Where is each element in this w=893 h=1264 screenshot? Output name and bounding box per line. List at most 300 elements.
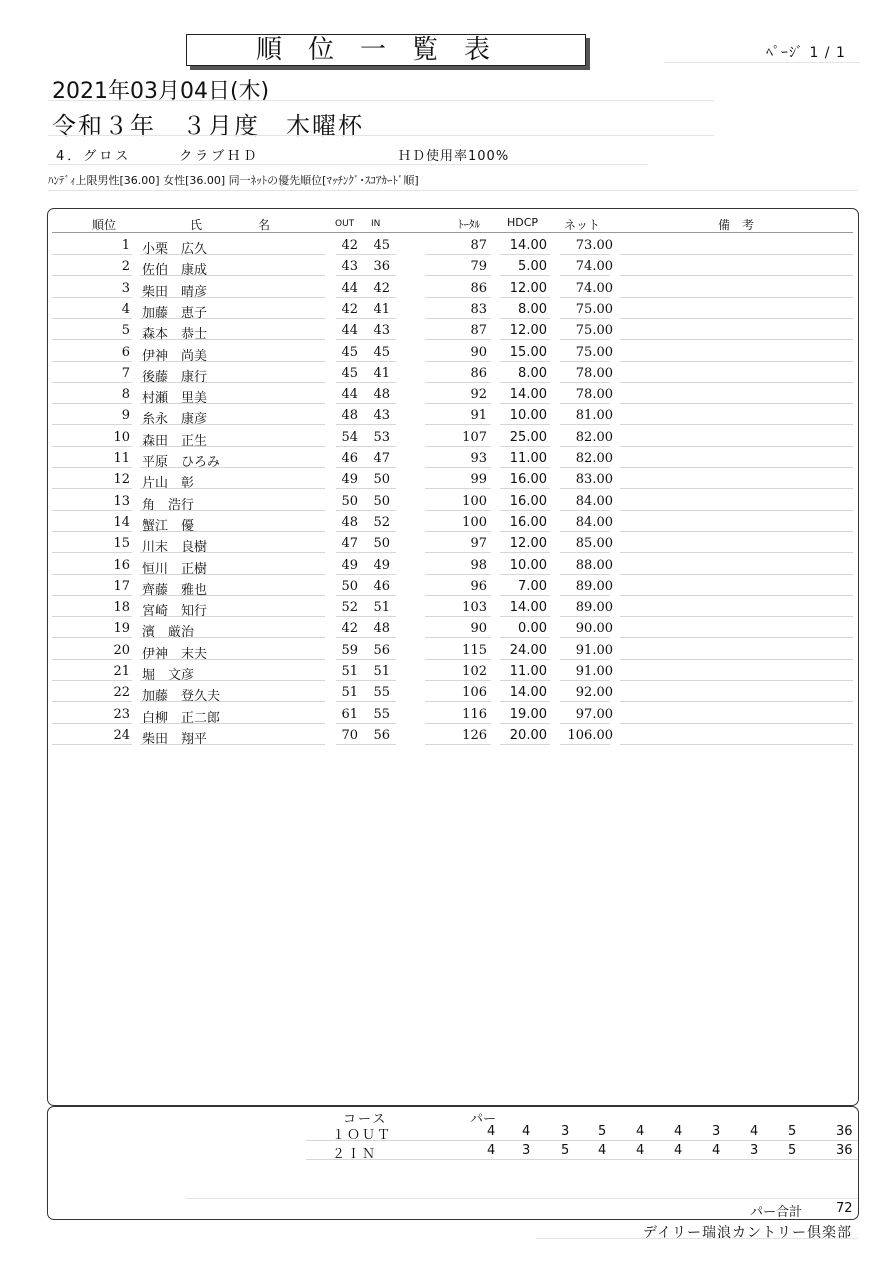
out-cell: 48: [341, 408, 358, 424]
hdcp-cell: 0.00: [518, 621, 547, 637]
row-underline: [52, 488, 132, 489]
row-underline: [560, 574, 610, 575]
table-row: [0, 533, 893, 554]
row-underline: [620, 531, 853, 532]
col-header-hdcp: HDCP: [507, 216, 539, 229]
row-underline: [560, 382, 610, 383]
in-cell: 53: [373, 429, 390, 445]
net-cell: 73.00: [575, 238, 613, 253]
row-underline: [52, 254, 132, 255]
row-underline: [500, 382, 550, 383]
date-underline: [48, 100, 714, 101]
out-cell: 42: [341, 301, 358, 317]
row-underline: [425, 744, 491, 745]
col-header-net: ネット: [564, 218, 601, 232]
row-underline: [52, 275, 132, 276]
row-underline: [140, 701, 325, 702]
rank-cell: 3: [121, 280, 130, 296]
row-underline: [140, 446, 325, 447]
row-underline: [500, 297, 550, 298]
rank-cell: 4: [121, 301, 130, 317]
row-underline: [140, 275, 325, 276]
table-row: [0, 427, 893, 448]
row-underline: [560, 297, 610, 298]
out-cell: 49: [341, 557, 358, 573]
row-underline: [140, 531, 325, 532]
total-cell: 103: [462, 600, 487, 616]
rank-cell: 8: [121, 387, 130, 403]
net-cell: 92.00: [575, 685, 613, 701]
in-cell: 52: [373, 514, 390, 530]
total-cell: 106: [462, 685, 487, 701]
hole-par: 4: [522, 1124, 531, 1139]
row-underline: [425, 424, 491, 425]
total-cell: 102: [462, 664, 487, 679]
total-cell: 79: [470, 259, 487, 275]
hdcp-cell: 25.00: [509, 429, 547, 445]
row-underline: [52, 574, 132, 575]
row-underline: [560, 275, 610, 276]
rank-cell: 20: [113, 642, 130, 658]
row-underline: [560, 467, 610, 468]
in-cell: 42: [373, 280, 390, 296]
in-cell: 45: [373, 344, 390, 360]
rank-cell: 1: [121, 238, 130, 253]
table-row: [0, 512, 893, 533]
name-cell: 伊神 末夫: [142, 646, 208, 662]
course-underline: [186, 1198, 858, 1199]
row-underline: [500, 339, 550, 340]
net-cell: 91.00: [575, 642, 613, 658]
table-row: [0, 448, 893, 469]
table-row: [0, 618, 893, 639]
out-cell: 50: [341, 493, 358, 509]
table-row: [0, 491, 893, 512]
table-row: [0, 640, 893, 661]
row-underline: [425, 510, 491, 511]
in-cell: 49: [373, 557, 390, 573]
in-cell: 50: [373, 536, 390, 552]
hole-par: 5: [598, 1124, 607, 1139]
total-cell: 100: [462, 514, 487, 530]
rank-cell: 5: [121, 323, 130, 339]
row-underline: [336, 723, 396, 724]
table-row: [0, 555, 893, 576]
row-underline: [140, 382, 325, 383]
net-cell: 97.00: [575, 706, 613, 722]
net-cell: 89.00: [575, 600, 613, 616]
rank-cell: 23: [113, 706, 130, 722]
table-row: [0, 682, 893, 703]
hdcp-cell: 10.00: [509, 557, 547, 573]
row-underline: [336, 275, 396, 276]
out-cell: 52: [341, 600, 358, 616]
name-cell: 森本 恭士: [142, 327, 208, 343]
event-name: 令和３年 ３月度 木曜杯: [52, 112, 364, 140]
row-underline: [140, 637, 325, 638]
total-cell: 93: [470, 451, 487, 466]
row-underline: [620, 574, 853, 575]
row-underline: [500, 510, 550, 511]
row-underline: [140, 467, 325, 468]
row-underline: [620, 275, 853, 276]
name-cell: 後藤 康行: [142, 369, 208, 385]
row-underline: [52, 595, 132, 596]
row-underline: [560, 510, 610, 511]
row-underline: [620, 424, 853, 425]
row-underline: [620, 680, 853, 681]
row-underline: [560, 744, 610, 745]
course-par-frame: [47, 1106, 859, 1220]
row-underline: [560, 595, 610, 596]
row-underline: [140, 616, 325, 617]
hdcp-cell: 16.00: [509, 472, 547, 488]
total-cell: 100: [462, 493, 487, 509]
course-par-total: 36: [836, 1143, 853, 1158]
name-cell: 川末 良樹: [142, 540, 208, 556]
net-cell: 74.00: [575, 280, 613, 296]
row-underline: [425, 318, 491, 319]
total-cell: 107: [462, 429, 487, 445]
table-row: [0, 661, 893, 682]
col-header-name-family: 氏: [190, 218, 203, 232]
row-underline: [500, 701, 550, 702]
event-underline: [48, 135, 714, 136]
course-label: コース: [343, 1112, 388, 1127]
net-cell: 75.00: [575, 323, 613, 339]
row-underline: [425, 339, 491, 340]
row-underline: [336, 361, 396, 362]
row-underline: [500, 637, 550, 638]
in-cell: 56: [373, 642, 390, 658]
table-row: [0, 469, 893, 490]
rank-cell: 13: [113, 493, 130, 509]
row-underline: [620, 616, 853, 617]
hdcp-cell: 14.00: [509, 600, 547, 616]
hdcp-cell: 11.00: [509, 664, 547, 679]
hdcp-cell: 10.00: [509, 408, 547, 424]
row-underline: [560, 659, 610, 660]
row-underline: [52, 744, 132, 745]
hdcp-cell: 16.00: [509, 493, 547, 509]
total-cell: 90: [470, 344, 487, 360]
header-divider: [52, 232, 853, 233]
row-underline: [52, 723, 132, 724]
rank-cell: 15: [113, 536, 130, 552]
rule-underline: [48, 190, 858, 191]
row-underline: [336, 552, 396, 553]
row-underline: [140, 361, 325, 362]
name-cell: 柴田 晴彦: [142, 284, 208, 300]
hole-par: 4: [598, 1143, 607, 1158]
row-underline: [425, 382, 491, 383]
hdcp-cell: 14.00: [509, 685, 547, 701]
row-underline: [620, 382, 853, 383]
row-underline: [620, 361, 853, 362]
row-underline: [425, 403, 491, 404]
row-underline: [52, 382, 132, 383]
course-par-total: 36: [836, 1124, 853, 1139]
row-underline: [52, 659, 132, 660]
table-row: [0, 704, 893, 725]
rank-cell: 9: [121, 408, 130, 424]
table-row: [0, 725, 893, 746]
row-underline: [500, 424, 550, 425]
hole-par: 4: [674, 1143, 683, 1158]
row-underline: [140, 403, 325, 404]
name-cell: 森田 正生: [142, 433, 208, 449]
category-underline: [48, 164, 648, 165]
row-underline: [620, 446, 853, 447]
row-underline: [425, 361, 491, 362]
row-underline: [620, 744, 853, 745]
row-underline: [500, 616, 550, 617]
rank-cell: 6: [121, 344, 130, 360]
row-underline: [425, 723, 491, 724]
table-row: [0, 256, 893, 277]
hdcp-cell: 12.00: [509, 323, 547, 339]
row-underline: [336, 574, 396, 575]
handicap-rule: ﾊﾝﾃﾞｨ上限男性[36.00] 女性[36.00] 同一ﾈｯﾄの優先順位[ﾏｯﾁﾝｸﾞ･ｽｺｱｶｰﾄﾞ順]: [48, 174, 419, 187]
row-underline: [52, 531, 132, 532]
rank-cell: 12: [113, 472, 130, 488]
total-cell: 98: [470, 557, 487, 573]
name-cell: 小栗 広久: [142, 242, 208, 257]
row-underline: [500, 488, 550, 489]
row-underline: [500, 403, 550, 404]
row-underline: [425, 254, 491, 255]
name-cell: 柴田 翔平: [142, 731, 208, 747]
hdcp-cell: 15.00: [509, 344, 547, 360]
in-cell: 41: [373, 301, 390, 317]
row-underline: [336, 659, 396, 660]
rank-cell: 22: [113, 685, 130, 701]
row-underline: [336, 680, 396, 681]
rank-cell: 21: [113, 664, 130, 679]
table-row: [0, 384, 893, 405]
hd-usage-rate: ＨＤ使用率100%: [398, 149, 510, 164]
col-header-in: IN: [371, 219, 381, 229]
total-cell: 99: [470, 472, 487, 488]
name-cell: 蟹江 優: [142, 518, 195, 534]
table-row: [0, 299, 893, 320]
row-underline: [560, 616, 610, 617]
row-underline: [560, 680, 610, 681]
name-cell: 齊藤 雅也: [142, 582, 208, 598]
in-cell: 48: [373, 621, 390, 637]
row-underline: [500, 552, 550, 553]
name-cell: 角 浩行: [142, 497, 195, 513]
hole-par: 4: [487, 1124, 496, 1139]
in-cell: 41: [373, 365, 390, 381]
row-underline: [140, 339, 325, 340]
table-row: [0, 597, 893, 618]
rank-cell: 19: [113, 621, 130, 637]
row-underline: [336, 424, 396, 425]
event-date: 2021年03月04日(木): [52, 79, 270, 104]
in-cell: 55: [373, 685, 390, 701]
hole-par: 4: [487, 1143, 496, 1158]
row-underline: [425, 574, 491, 575]
row-underline: [500, 531, 550, 532]
row-underline: [140, 318, 325, 319]
col-header-out: OUT: [335, 219, 355, 229]
row-underline: [500, 723, 550, 724]
net-cell: 88.00: [575, 557, 613, 573]
row-underline: [425, 680, 491, 681]
row-underline: [140, 510, 325, 511]
row-underline: [620, 467, 853, 468]
hdcp-cell: 8.00: [518, 301, 547, 317]
row-underline: [336, 701, 396, 702]
row-underline: [425, 531, 491, 532]
row-underline: [560, 488, 610, 489]
out-cell: 54: [341, 429, 358, 445]
hdcp-cell: 8.00: [518, 365, 547, 381]
row-underline: [500, 318, 550, 319]
row-underline: [500, 446, 550, 447]
net-cell: 84.00: [575, 514, 613, 530]
row-underline: [52, 701, 132, 702]
hdcp-cell: 16.00: [509, 514, 547, 530]
course-row-underline: [306, 1140, 858, 1141]
hdcp-cell: 12.00: [509, 280, 547, 296]
name-cell: 糸永 康彦: [142, 412, 208, 428]
row-underline: [560, 531, 610, 532]
net-cell: 82.00: [575, 429, 613, 445]
row-underline: [500, 467, 550, 468]
out-cell: 42: [341, 238, 358, 253]
col-header-rank: 順位: [92, 218, 117, 232]
table-row: [0, 342, 893, 363]
name-cell: 佐伯 康成: [142, 263, 208, 279]
row-underline: [425, 616, 491, 617]
row-underline: [620, 339, 853, 340]
row-underline: [336, 254, 396, 255]
total-cell: 87: [470, 323, 487, 339]
hdcp-cell: 14.00: [509, 387, 547, 403]
row-underline: [560, 254, 610, 255]
out-cell: 46: [341, 451, 358, 466]
par-total-label: パー合計: [750, 1205, 803, 1220]
report-title: 順位一覧表: [186, 34, 586, 66]
hdcp-cell: 20.00: [509, 727, 547, 743]
row-underline: [425, 701, 491, 702]
table-row: [0, 405, 893, 426]
row-underline: [52, 637, 132, 638]
row-underline: [52, 339, 132, 340]
row-underline: [336, 744, 396, 745]
row-underline: [500, 744, 550, 745]
row-underline: [140, 254, 325, 255]
hdcp-cell: 14.00: [509, 238, 547, 253]
net-cell: 90.00: [575, 621, 613, 637]
row-underline: [425, 467, 491, 468]
out-cell: 45: [341, 344, 358, 360]
hdcp-cell: 12.00: [509, 536, 547, 552]
hole-par: 3: [712, 1124, 721, 1139]
row-underline: [500, 595, 550, 596]
row-underline: [140, 723, 325, 724]
row-underline: [52, 424, 132, 425]
in-cell: 43: [373, 323, 390, 339]
out-cell: 47: [341, 536, 358, 552]
row-underline: [52, 552, 132, 553]
col-header-total: ﾄｰﾀﾙ: [458, 218, 480, 231]
row-underline: [425, 552, 491, 553]
total-cell: 90: [470, 621, 487, 637]
name-cell: 伊神 尚美: [142, 348, 208, 364]
row-underline: [500, 361, 550, 362]
net-cell: 82.00: [575, 451, 613, 466]
hdcp-cell: 7.00: [518, 578, 547, 594]
hole-par: 4: [636, 1143, 645, 1158]
row-underline: [140, 574, 325, 575]
table-row: [0, 320, 893, 341]
row-underline: [500, 254, 550, 255]
net-cell: 91.00: [575, 664, 613, 679]
row-underline: [52, 467, 132, 468]
out-cell: 51: [341, 664, 358, 679]
category-label: 4．グロス クラブＨＤ: [56, 149, 260, 164]
row-underline: [336, 467, 396, 468]
row-underline: [52, 297, 132, 298]
table-row: [0, 363, 893, 384]
net-cell: 75.00: [575, 301, 613, 317]
row-underline: [500, 680, 550, 681]
row-underline: [620, 701, 853, 702]
table-row: [0, 235, 893, 256]
col-header-name-given: 名: [258, 218, 271, 232]
row-underline: [560, 723, 610, 724]
row-underline: [336, 488, 396, 489]
page-underline: [664, 62, 860, 63]
net-cell: 83.00: [575, 472, 613, 488]
row-underline: [560, 339, 610, 340]
net-cell: 74.00: [575, 259, 613, 275]
hole-par: 5: [788, 1143, 797, 1158]
row-underline: [140, 659, 325, 660]
row-underline: [336, 382, 396, 383]
hole-par: 4: [636, 1124, 645, 1139]
page-indicator: ﾍﾟｰｼﾞ 1 / 1: [766, 45, 846, 61]
out-cell: 70: [341, 727, 358, 743]
rank-cell: 18: [113, 600, 130, 616]
row-underline: [620, 403, 853, 404]
row-underline: [52, 318, 132, 319]
hole-par: 3: [750, 1143, 759, 1158]
name-cell: 濱 厳治: [142, 625, 195, 641]
par-label: パー: [470, 1112, 497, 1127]
out-cell: 43: [341, 259, 358, 275]
row-underline: [336, 510, 396, 511]
rank-cell: 14: [113, 514, 130, 530]
net-cell: 78.00: [575, 365, 613, 381]
net-cell: 89.00: [575, 578, 613, 594]
row-underline: [560, 637, 610, 638]
name-cell: 堀 文彦: [142, 668, 195, 683]
in-cell: 50: [373, 493, 390, 509]
row-underline: [52, 403, 132, 404]
rank-cell: 7: [121, 365, 130, 381]
rank-cell: 17: [113, 578, 130, 594]
hole-par: 4: [750, 1124, 759, 1139]
par-total-value: 72: [836, 1201, 853, 1216]
rank-cell: 11: [113, 451, 130, 466]
hdcp-cell: 24.00: [509, 642, 547, 658]
row-underline: [336, 403, 396, 404]
out-cell: 49: [341, 472, 358, 488]
